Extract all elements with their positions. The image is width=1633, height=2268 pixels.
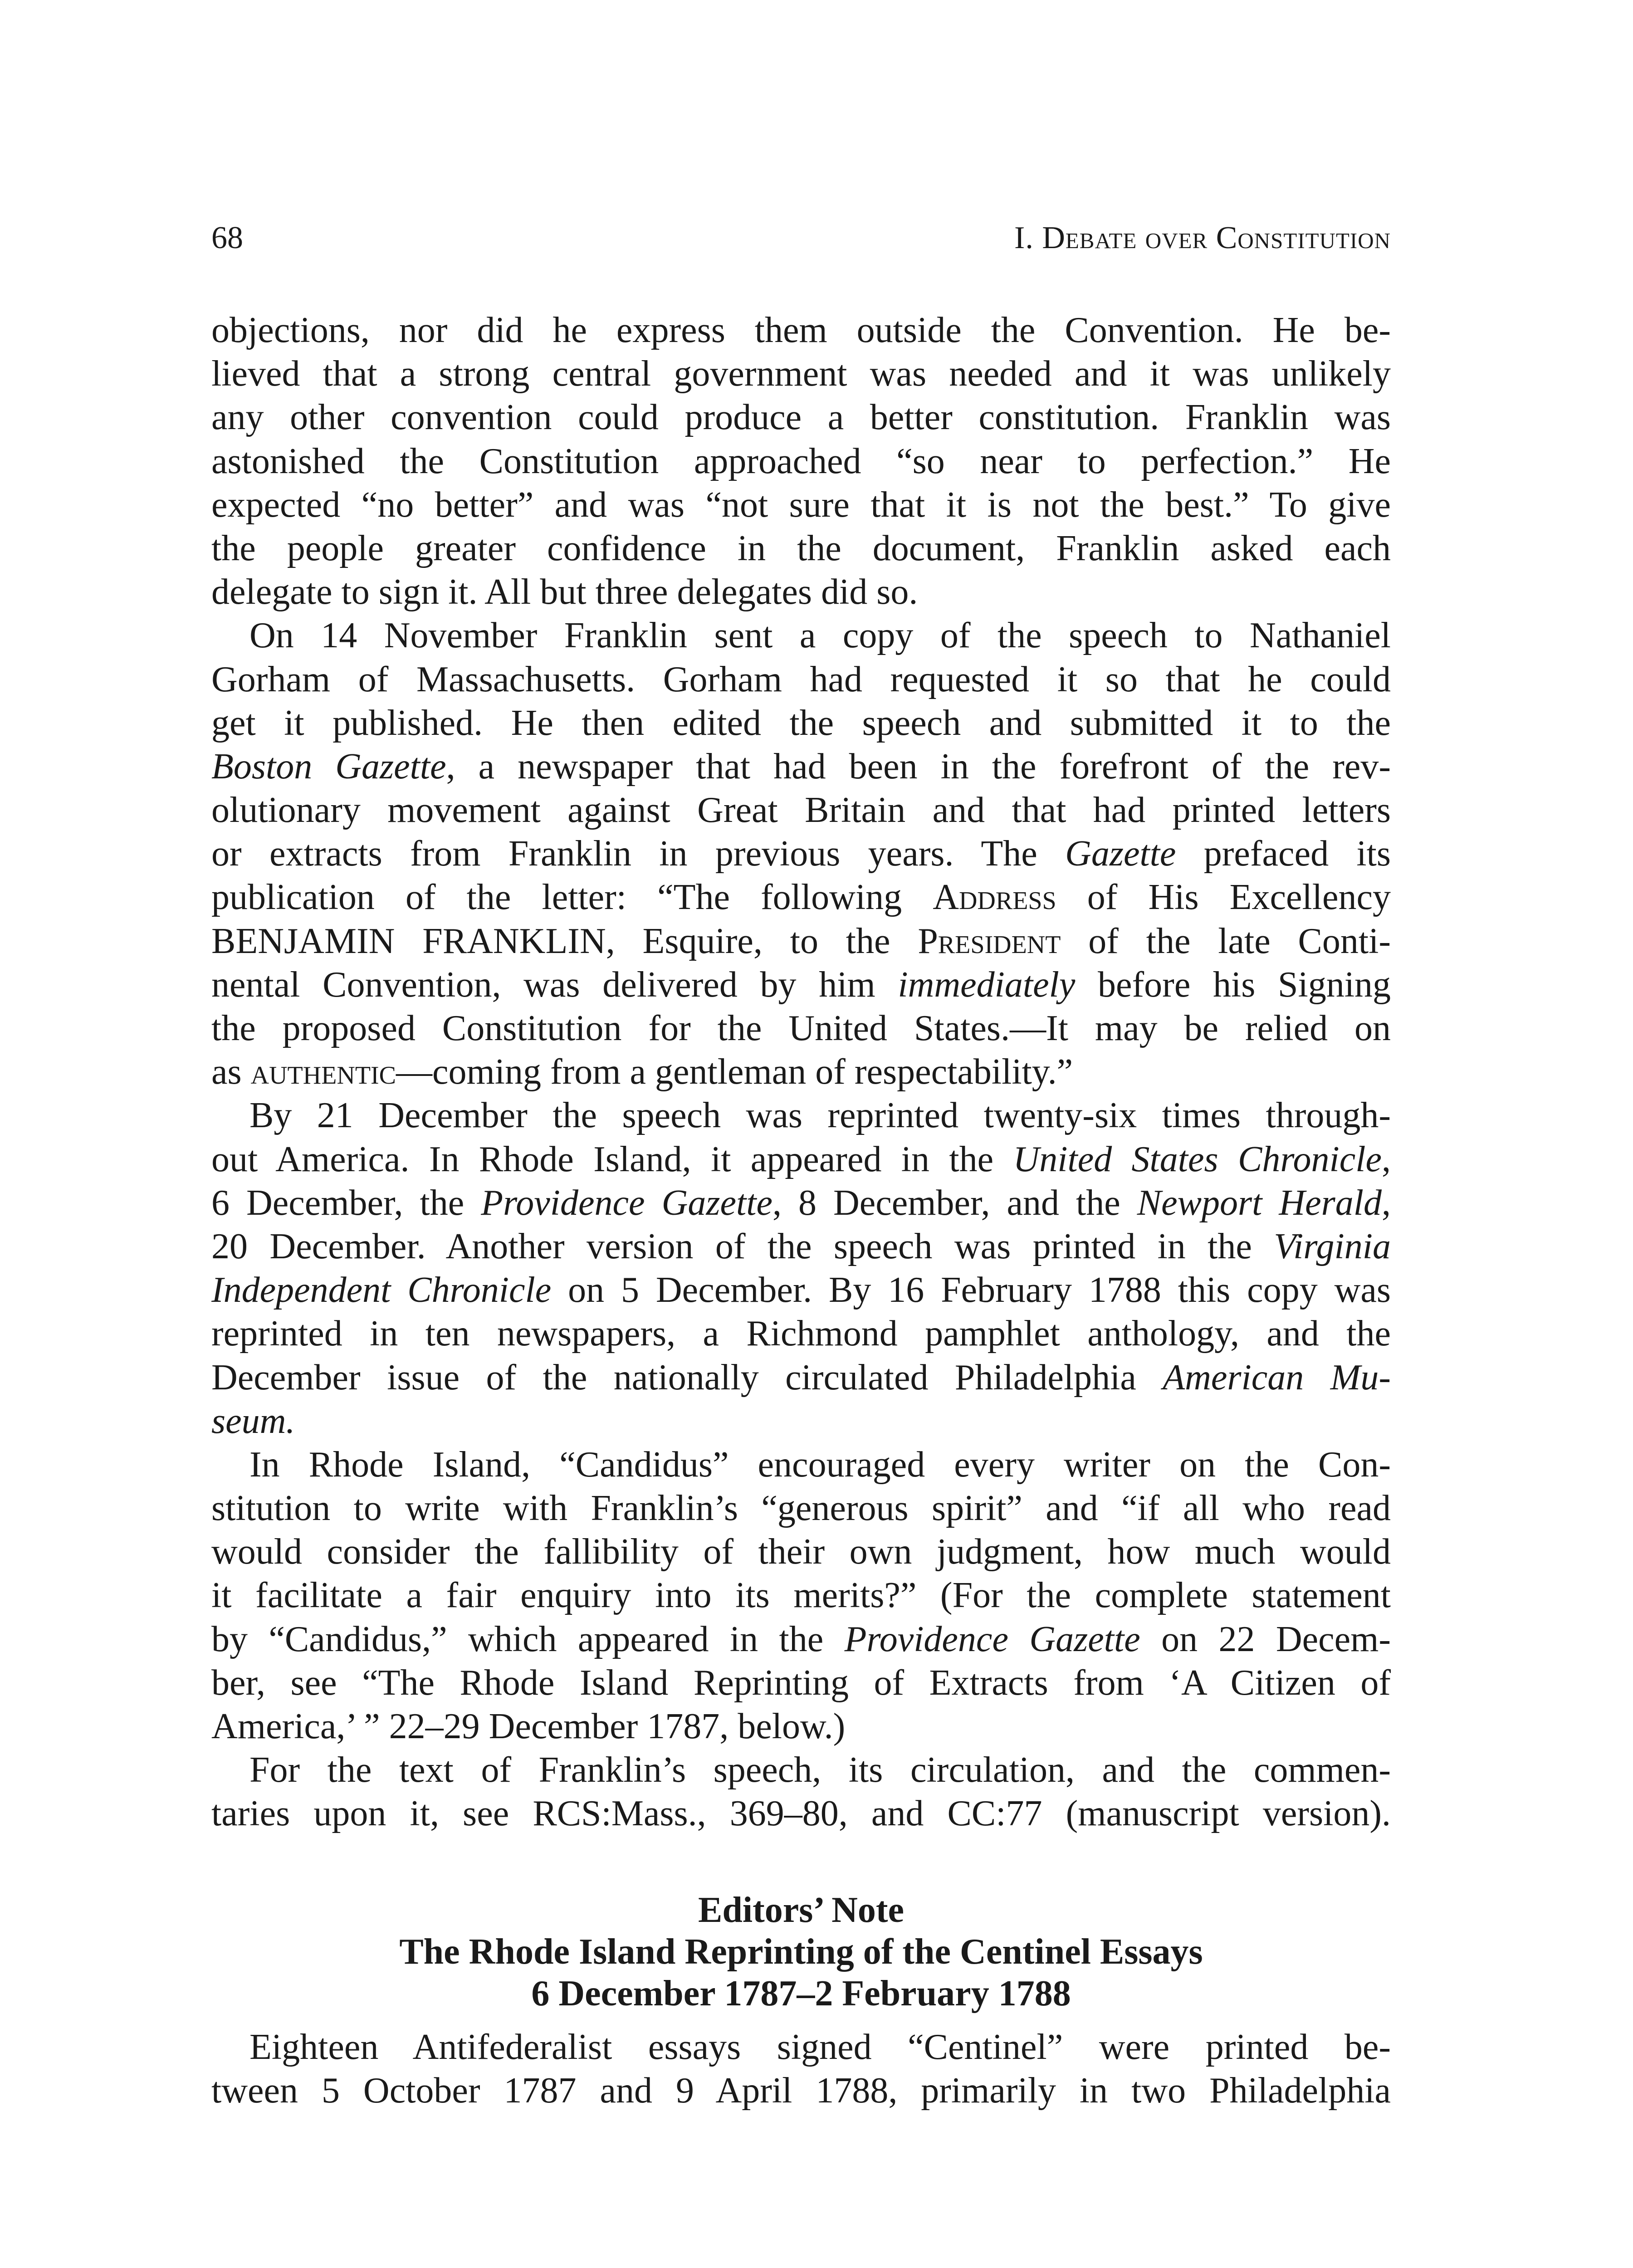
text-segment: 6 December, the <box>211 1183 481 1223</box>
text-line <box>211 1618 1391 1661</box>
text-segment: get it published. He then edited the speech and submitted it to the <box>211 703 1391 743</box>
small-caps-text: Address <box>933 877 1056 918</box>
text-line <box>211 1050 1391 1094</box>
text-segment: lieved that a strong central government was needed and it was unlikely <box>211 354 1391 394</box>
text-line <box>211 1530 1391 1574</box>
text-segment: On 14 November Franklin sent a copy of the speech to Nathaniel <box>249 616 1391 656</box>
text-line <box>211 440 1391 483</box>
text-line <box>211 1661 1391 1705</box>
editors-note-body <box>211 2025 1391 2112</box>
text-segment: objections, nor did he express them outside the Convention. He be- <box>211 310 1391 350</box>
text-line <box>211 1748 1391 1792</box>
text-segment: , <box>1382 1183 1391 1223</box>
text-line <box>211 1181 1391 1225</box>
text-segment: it facilitate a fair enquiry into its merits?” (For the complete statement <box>211 1575 1391 1616</box>
text-segment: on 22 Decem- <box>1140 1619 1391 1659</box>
text-segment: —coming from a gentleman of respectability.” <box>396 1052 1073 1092</box>
text-segment: For the text of Franklin’s speech, its circulation, and the commen- <box>249 1750 1391 1790</box>
text-segment: before his Signing <box>1075 964 1391 1005</box>
text-segment: of His Excellency <box>1056 877 1391 918</box>
text-line <box>211 1574 1391 1617</box>
italic-text: Independent Chronicle <box>211 1270 552 1310</box>
text-segment: reprinted in ten newspapers, a Richmond pamphlet anthology, and the <box>211 1314 1391 1354</box>
text-segment: prefaced its <box>1176 834 1391 874</box>
italic-text: Gazette <box>1065 834 1176 874</box>
text-line <box>211 832 1391 875</box>
text-line <box>211 570 1391 614</box>
text-segment: taries upon it, see RCS:Mass., 369–80, and CC:77 (manuscript version). <box>211 1794 1391 1834</box>
text-line <box>211 308 1391 352</box>
text-segment: or extracts from Franklin in previous years. The <box>211 834 1066 874</box>
text-line <box>211 483 1391 527</box>
heading-line: Editors’ Note <box>698 1890 904 1930</box>
text-line <box>211 658 1391 701</box>
text-segment: on 5 December. By 16 February 1788 this copy was <box>551 1270 1391 1310</box>
text-segment: by “Candidus,” which appeared in the <box>211 1619 845 1659</box>
text-line <box>211 1268 1391 1312</box>
italic-text: Virginia <box>1274 1226 1391 1266</box>
text-segment: In Rhode Island, “Candidus” encouraged every writer on the Con- <box>249 1444 1391 1485</box>
text-segment: olutionary movement against Great Britain and that had printed letters <box>211 790 1391 831</box>
editors-note-heading <box>211 1889 1391 2014</box>
text-line <box>211 1356 1391 1399</box>
italic-text: United States Chronicle <box>1013 1139 1382 1179</box>
body-text <box>211 308 1391 1836</box>
heading-line: 6 December 1787–2 February 1788 <box>531 1974 1071 2014</box>
text-line <box>211 919 1391 963</box>
text-line <box>211 1312 1391 1355</box>
text-line <box>211 2069 1391 2112</box>
text-segment: expected “no better” and was “not sure that it is not the best.” To give <box>211 484 1391 525</box>
text-segment: as <box>211 1052 251 1092</box>
small-caps-text: authentic <box>250 1052 396 1092</box>
running-head-title: I. Debate over Constitution <box>1014 220 1391 255</box>
heading-line: The Rhode Island Reprinting of the Centinel Essays <box>399 1932 1203 1972</box>
text-line <box>211 1443 1391 1486</box>
text-segment: Eighteen Antifederalist essays signed “Centinel” were printed be- <box>249 2027 1391 2067</box>
small-caps-text: President <box>918 921 1061 961</box>
text-segment: ber, see “The Rhode Island Reprinting of Extracts from ‘A Citizen of <box>211 1662 1391 1703</box>
text-line <box>211 1705 1391 1748</box>
page-number: 68 <box>211 220 243 255</box>
text-line <box>211 396 1391 439</box>
running-head <box>211 218 1391 259</box>
text-line <box>211 701 1391 745</box>
text-segment: , a newspaper that had been in the forefront of the rev- <box>446 746 1391 787</box>
text-segment: astonished the Constitution approached “so near to perfection.” He <box>211 441 1391 481</box>
text-segment: tween 5 October 1787 and 9 April 1788, primarily in two Philadelphia <box>211 2071 1391 2111</box>
text-line <box>211 352 1391 396</box>
text-line <box>211 2025 1391 2069</box>
italic-text: seum. <box>211 1401 295 1441</box>
text-segment: delegate to sign it. All but three delegates did so. <box>211 572 918 612</box>
text-segment: of the late Conti- <box>1061 921 1391 961</box>
text-line <box>211 1138 1391 1181</box>
text-segment: the people greater confidence in the document, Franklin asked each <box>211 528 1391 568</box>
text-line <box>211 1225 1391 1268</box>
text-line <box>211 875 1391 919</box>
text-segment: By 21 December the speech was reprinted twenty-six times through- <box>249 1095 1391 1136</box>
italic-text: Boston Gazette <box>211 746 446 787</box>
text-segment: publication of the letter: “The following <box>211 877 933 918</box>
text-segment: the proposed Constitution for the United States.—It may be relied on <box>211 1008 1391 1048</box>
italic-text: Providence Gazette <box>844 1619 1140 1659</box>
text-line <box>211 788 1391 832</box>
text-line <box>211 1007 1391 1050</box>
text-segment: BENJAMIN FRANKLIN, Esquire, to the <box>211 921 918 961</box>
italic-text: immediately <box>898 964 1076 1005</box>
italic-text: Providence Gazette <box>481 1183 772 1223</box>
text-line <box>211 527 1391 570</box>
text-segment: 20 December. Another version of the speech was printed in the <box>211 1226 1274 1266</box>
text-segment: December issue of the nationally circulated Philadelphia <box>211 1357 1163 1398</box>
text-line <box>211 1486 1391 1530</box>
text-segment: out America. In Rhode Island, it appeared in the <box>211 1139 1013 1179</box>
text-line <box>211 1094 1391 1137</box>
text-segment: nental Convention, was delivered by him <box>211 964 898 1005</box>
italic-text: American Mu- <box>1163 1357 1391 1398</box>
text-line <box>211 963 1391 1007</box>
text-segment: , 8 December, and the <box>772 1183 1137 1223</box>
text-segment: Gorham of Massachusetts. Gorham had requested it so that he could <box>211 659 1391 699</box>
text-segment: any other convention could produce a better constitution. Franklin was <box>211 397 1391 438</box>
text-line <box>211 1792 1391 1835</box>
italic-text: Newport Herald <box>1137 1183 1382 1223</box>
text-segment: stitution to write with Franklin’s “generous spirit” and “if all who read <box>211 1488 1391 1529</box>
text-segment: , <box>1382 1139 1391 1179</box>
text-line <box>211 1399 1391 1443</box>
text-segment: America,’ ” 22–29 December 1787, below.) <box>211 1706 846 1746</box>
text-line <box>211 614 1391 657</box>
text-line <box>211 745 1391 788</box>
text-segment: would consider the fallibility of their own judgment, how much would <box>211 1532 1391 1572</box>
